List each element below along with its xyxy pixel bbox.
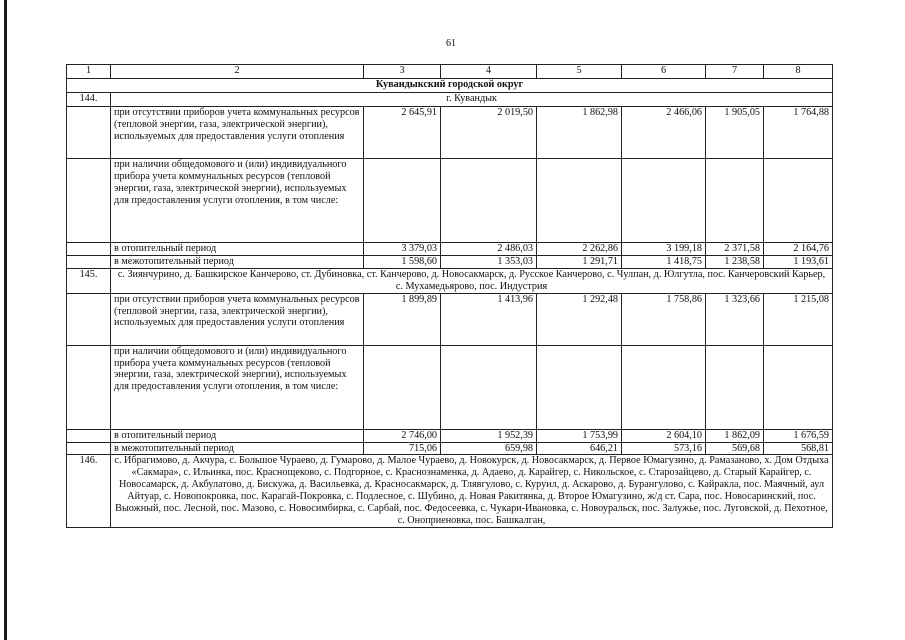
value-cell [364,345,441,429]
column-number: 2 [111,65,364,79]
column-number: 6 [622,65,706,79]
table-row [67,159,833,243]
value-cell: 1 291,71 [537,255,622,268]
column-number: 3 [364,65,441,79]
page-number: 61 [446,38,456,49]
value-cell [706,159,764,243]
value-cell: 1 292,48 [537,293,622,345]
value-cell [764,345,833,429]
district-title: Кувандыкский городской округ [67,79,833,93]
value-cell: 3 199,18 [622,243,706,256]
value-cell: 1 353,03 [441,255,537,268]
empty-index-cell [67,243,111,256]
empty-index-cell [67,107,111,159]
empty-index-cell [67,442,111,455]
column-number: 1 [67,65,111,79]
value-cell: 1 676,59 [764,429,833,442]
value-cell: 1 598,60 [364,255,441,268]
section-index: 144. [67,93,111,107]
value-cell: 2 164,76 [764,243,833,256]
section-header-row [67,93,833,107]
table-row [67,345,833,429]
row-label: при наличии общедомового и (или) индивидуального прибора учета коммунальных ресурсов (тепловой энергии, газа, электрической энергии), используемых для предоставления услуги отопления, в том числе: [111,159,364,243]
value-cell [441,345,537,429]
section-place: г. Кувандык [111,93,833,107]
section-header-row [67,268,833,293]
value-cell: 2 746,00 [364,429,441,442]
value-cell: 2 019,50 [441,107,537,159]
table-row [67,243,833,256]
table-row [67,429,833,442]
value-cell: 2 604,10 [622,429,706,442]
value-cell: 2 371,58 [706,243,764,256]
column-number-row [67,65,833,79]
value-cell [706,345,764,429]
value-cell: 2 645,91 [364,107,441,159]
value-cell: 568,81 [764,442,833,455]
value-cell: 573,16 [622,442,706,455]
column-number: 7 [706,65,764,79]
value-cell: 646,21 [537,442,622,455]
section-place: с. Ибрагимово, д. Акчура, с. Большое Чураево, д. Гумарово, д. Малое Чураево, д. Новокурск, д. Новосакмарск, д. Первое Юмагузино, д. Рамазаново, х. Дом Отдыха «Сакмара», с. Ильинка, пос. Краснощеково, с. Подгорное, с. Краснознаменка, д. Адаево, д. Карайгер, с. Никольское, с. Старозайцево, д. Старый Карайгер, с. Новосамарск, д. Акбулатово, д. Бискужа, д. Васильевка, д. Красносакмарск, д. Тлявгулово, с. Куруил, д. Аскарово, д. Бурангулово, с. Кайракла, пос. Маячный, аул Айтуар, с. Новопокровка, пос. Карагай-Покровка, с. Подлесное, с. Шубино, д. Новая Ракитянка, д. Второе Юмагузино, ж/д ст. Сара, пос. Новосаринский, пос. Выожный, пос. Лесной, пос. Мазово, с. Новосимбирка, с. Сарбай, пос. Федосеевка, с. Чукари-Ивановка, с. Новоуральск, пос. Залужье, пос. Луговской, д. Пехотное, с. Оноприеновка, пос. Башкалган, [111,455,833,527]
value-cell: 715,06 [364,442,441,455]
value-cell [537,345,622,429]
value-cell: 1 238,58 [706,255,764,268]
column-number: 4 [441,65,537,79]
row-label: при наличии общедомового и (или) индивидуального прибора учета коммунальных ресурсов (тепловой энергии, газа, электрической энергии), используемых для предоставления услуги отопления, в том числе: [111,345,364,429]
column-number: 8 [764,65,833,79]
empty-index-cell [67,255,111,268]
table-row [67,293,833,345]
value-cell: 3 379,03 [364,243,441,256]
column-number: 5 [537,65,622,79]
value-cell: 2 486,03 [441,243,537,256]
value-cell: 2 262,86 [537,243,622,256]
value-cell: 1 758,86 [622,293,706,345]
row-label: при отсутствии приборов учета коммунальных ресурсов (тепловой энергии, газа, электрической энергии), используемых для предоставления услуги отопления [111,107,364,159]
value-cell: 1 323,66 [706,293,764,345]
table-row [67,255,833,268]
value-cell [441,159,537,243]
section-index: 145. [67,268,111,293]
district-row [67,79,833,93]
row-label: в межотопительный период [111,442,364,455]
value-cell: 1 905,05 [706,107,764,159]
row-label: в межотопительный период [111,255,364,268]
value-cell: 1 418,75 [622,255,706,268]
value-cell [764,159,833,243]
value-cell: 659,98 [441,442,537,455]
empty-index-cell [67,429,111,442]
value-cell: 1 215,08 [764,293,833,345]
table-row [67,442,833,455]
value-cell: 1 952,39 [441,429,537,442]
value-cell: 1 193,61 [764,255,833,268]
value-cell: 1 764,88 [764,107,833,159]
empty-index-cell [67,293,111,345]
value-cell: 1 753,99 [537,429,622,442]
section-header-row [67,455,833,527]
value-cell [364,159,441,243]
value-cell [622,345,706,429]
section-place: с. Зиянчурино, д. Башкирское Канчерово, ст. Дубиновка, ст. Канчерово, д. Новосакмарск, д. Русское Канчерово, с. Чулпан, д. Юлгутла, пос. Канчеровский Карьер, с. Мухамедьярово, пос. Индустрия [111,268,833,293]
empty-index-cell [67,159,111,243]
value-cell [622,159,706,243]
table-row [67,107,833,159]
value-cell: 569,68 [706,442,764,455]
value-cell [537,159,622,243]
value-cell: 1 413,96 [441,293,537,345]
section-index: 146. [67,455,111,527]
tariff-table [66,64,833,528]
value-cell: 1 862,98 [537,107,622,159]
empty-index-cell [67,345,111,429]
value-cell: 2 466,06 [622,107,706,159]
row-label: в отопительный период [111,243,364,256]
value-cell: 1 899,89 [364,293,441,345]
row-label: при отсутствии приборов учета коммунальных ресурсов (тепловой энергии, газа, электрической энергии), используемых для предоставления услуги отопления [111,293,364,345]
scan-edge-line [4,0,7,640]
row-label: в отопительный период [111,429,364,442]
value-cell: 1 862,09 [706,429,764,442]
